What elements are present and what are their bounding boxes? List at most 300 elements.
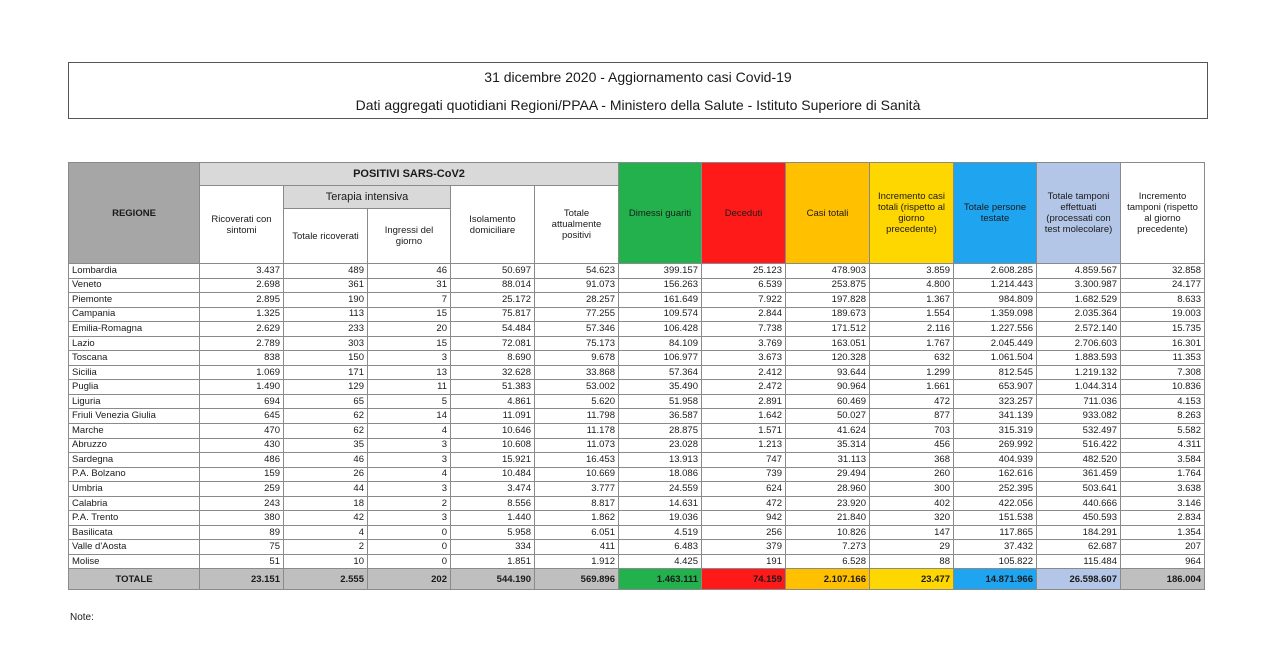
value-cell: 440.666 [1037, 496, 1121, 511]
value-cell: 478.903 [786, 264, 870, 279]
table-row [69, 540, 1205, 555]
table-row [69, 511, 1205, 526]
value-cell: 53.002 [535, 380, 619, 395]
value-cell: 1.325 [200, 307, 284, 322]
value-cell: 1.661 [870, 380, 954, 395]
value-cell: 11.091 [451, 409, 535, 424]
value-cell: 3 [368, 511, 451, 526]
region-name-cell: Basilicata [69, 525, 200, 540]
table-row [69, 409, 1205, 424]
value-cell: 7.273 [786, 540, 870, 555]
value-cell: 171.512 [786, 322, 870, 337]
value-cell: 2 [368, 496, 451, 511]
header-isolamento: Isolamento domiciliare [451, 186, 535, 264]
value-cell: 88 [870, 554, 954, 569]
value-cell: 984.809 [954, 293, 1037, 308]
value-cell: 422.056 [954, 496, 1037, 511]
value-cell: 5.582 [1121, 424, 1205, 439]
value-cell: 645 [200, 409, 284, 424]
value-cell: 8.263 [1121, 409, 1205, 424]
value-cell: 1.767 [870, 336, 954, 351]
value-cell: 11.798 [535, 409, 619, 424]
value-cell: 361 [284, 278, 368, 293]
value-cell: 1.764 [1121, 467, 1205, 482]
value-cell: 93.644 [786, 365, 870, 380]
total-value-cell: 26.598.607 [1037, 569, 1121, 590]
value-cell: 189.673 [786, 307, 870, 322]
table-row [69, 394, 1205, 409]
value-cell: 18 [284, 496, 368, 511]
value-cell: 44 [284, 482, 368, 497]
value-cell: 341.139 [954, 409, 1037, 424]
region-name-cell: Abruzzo [69, 438, 200, 453]
value-cell: 19.036 [619, 511, 702, 526]
value-cell: 5 [368, 394, 451, 409]
value-cell: 4.311 [1121, 438, 1205, 453]
header-regione: REGIONE [69, 163, 200, 264]
value-cell: 18.086 [619, 467, 702, 482]
value-cell: 23.028 [619, 438, 702, 453]
value-cell: 33.868 [535, 365, 619, 380]
value-cell: 129 [284, 380, 368, 395]
value-cell: 259 [200, 482, 284, 497]
value-cell: 315.319 [954, 424, 1037, 439]
total-value-cell: 14.871.966 [954, 569, 1037, 590]
value-cell: 482.520 [1037, 453, 1121, 468]
region-name-cell: Friuli Venezia Giulia [69, 409, 200, 424]
value-cell: 10.608 [451, 438, 535, 453]
value-cell: 711.036 [1037, 394, 1121, 409]
value-cell: 3.584 [1121, 453, 1205, 468]
value-cell: 10 [284, 554, 368, 569]
value-cell: 10.826 [786, 525, 870, 540]
value-cell: 964 [1121, 554, 1205, 569]
value-cell: 1.571 [702, 424, 786, 439]
value-cell: 51 [200, 554, 284, 569]
value-cell: 51.958 [619, 394, 702, 409]
value-cell: 3.859 [870, 264, 954, 279]
region-name-cell: Piemonte [69, 293, 200, 308]
value-cell: 28.257 [535, 293, 619, 308]
value-cell: 2.572.140 [1037, 322, 1121, 337]
page-subtitle: Dati aggregati quotidiani Regioni/PPAA - Ministero della Salute - Istituto Superiore di Sanità [355, 97, 921, 113]
value-cell: 150 [284, 351, 368, 366]
value-cell: 207 [1121, 540, 1205, 555]
value-cell: 260 [870, 467, 954, 482]
totals-label: TOTALE [69, 569, 200, 590]
value-cell: 380 [200, 511, 284, 526]
value-cell: 5.620 [535, 394, 619, 409]
region-name-cell: Sardegna [69, 453, 200, 468]
value-cell: 2.035.364 [1037, 307, 1121, 322]
value-cell: 29 [870, 540, 954, 555]
value-cell: 75.817 [451, 307, 535, 322]
header-ingressi: Ingressi del giorno [368, 209, 451, 264]
value-cell: 747 [702, 453, 786, 468]
value-cell: 19.003 [1121, 307, 1205, 322]
value-cell: 1.862 [535, 511, 619, 526]
value-cell: 4.859.567 [1037, 264, 1121, 279]
value-cell: 1.851 [451, 554, 535, 569]
value-cell: 62 [284, 409, 368, 424]
header-persone-testate: Totale persone testate [954, 163, 1037, 264]
value-cell: 109.574 [619, 307, 702, 322]
value-cell: 3 [368, 351, 451, 366]
table-row [69, 307, 1205, 322]
header-totale-positivi: Totale attualmente positivi [535, 186, 619, 264]
value-cell: 6.528 [786, 554, 870, 569]
total-value-cell: 74.159 [702, 569, 786, 590]
value-cell: 2.412 [702, 365, 786, 380]
header-terapia-intensiva: Terapia intensiva [284, 186, 451, 209]
value-cell: 4.425 [619, 554, 702, 569]
value-cell: 90.964 [786, 380, 870, 395]
table-row [69, 496, 1205, 511]
table-row [69, 438, 1205, 453]
value-cell: 7.922 [702, 293, 786, 308]
value-cell: 1.554 [870, 307, 954, 322]
header-tamponi: Totale tamponi effettuati (processati con test molecolare) [1037, 163, 1121, 264]
value-cell: 399.157 [619, 264, 702, 279]
value-cell: 20 [368, 322, 451, 337]
header-incremento-tamponi: Incremento tamponi (rispetto al giorno precedente) [1121, 163, 1205, 264]
value-cell: 8.633 [1121, 293, 1205, 308]
value-cell: 11.178 [535, 424, 619, 439]
value-cell: 368 [870, 453, 954, 468]
value-cell: 1.299 [870, 365, 954, 380]
value-cell: 942 [702, 511, 786, 526]
value-cell: 115.484 [1037, 554, 1121, 569]
value-cell: 3.300.987 [1037, 278, 1121, 293]
value-cell: 2.706.603 [1037, 336, 1121, 351]
value-cell: 15 [368, 307, 451, 322]
value-cell: 35.314 [786, 438, 870, 453]
value-cell: 379 [702, 540, 786, 555]
value-cell: 256 [702, 525, 786, 540]
value-cell: 2.891 [702, 394, 786, 409]
header-incremento-casi: Incremento casi totali (rispetto al giorno precedente) [870, 163, 954, 264]
value-cell: 156.263 [619, 278, 702, 293]
value-cell: 46 [284, 453, 368, 468]
value-cell: 57.346 [535, 322, 619, 337]
total-value-cell: 2.555 [284, 569, 368, 590]
value-cell: 361.459 [1037, 467, 1121, 482]
value-cell: 6.051 [535, 525, 619, 540]
value-cell: 6.483 [619, 540, 702, 555]
value-cell: 3 [368, 482, 451, 497]
value-cell: 7.738 [702, 322, 786, 337]
value-cell: 10.646 [451, 424, 535, 439]
value-cell: 32.628 [451, 365, 535, 380]
value-cell: 16.453 [535, 453, 619, 468]
value-cell: 50.027 [786, 409, 870, 424]
value-cell: 472 [702, 496, 786, 511]
value-cell: 2.608.285 [954, 264, 1037, 279]
header-dimessi: Dimessi guariti [619, 163, 702, 264]
value-cell: 105.822 [954, 554, 1037, 569]
value-cell: 161.649 [619, 293, 702, 308]
value-cell: 113 [284, 307, 368, 322]
value-cell: 4 [284, 525, 368, 540]
value-cell: 54.484 [451, 322, 535, 337]
value-cell: 4 [368, 424, 451, 439]
value-cell: 15 [368, 336, 451, 351]
value-cell: 1.214.443 [954, 278, 1037, 293]
value-cell: 31 [368, 278, 451, 293]
value-cell: 2.698 [200, 278, 284, 293]
value-cell: 36.587 [619, 409, 702, 424]
value-cell: 1.367 [870, 293, 954, 308]
region-name-cell: Lazio [69, 336, 200, 351]
region-name-cell: Lombardia [69, 264, 200, 279]
region-name-cell: Puglia [69, 380, 200, 395]
value-cell: 13.913 [619, 453, 702, 468]
value-cell: 2 [284, 540, 368, 555]
value-cell: 11 [368, 380, 451, 395]
value-cell: 470 [200, 424, 284, 439]
value-cell: 171 [284, 365, 368, 380]
value-cell: 632 [870, 351, 954, 366]
value-cell: 624 [702, 482, 786, 497]
value-cell: 4.519 [619, 525, 702, 540]
region-name-cell: Marche [69, 424, 200, 439]
value-cell: 838 [200, 351, 284, 366]
value-cell: 5.958 [451, 525, 535, 540]
value-cell: 812.545 [954, 365, 1037, 380]
region-name-cell: Valle d'Aosta [69, 540, 200, 555]
value-cell: 197.828 [786, 293, 870, 308]
value-cell: 1.912 [535, 554, 619, 569]
value-cell: 117.865 [954, 525, 1037, 540]
value-cell: 3.777 [535, 482, 619, 497]
value-cell: 532.497 [1037, 424, 1121, 439]
total-value-cell: 186.004 [1121, 569, 1205, 590]
total-value-cell: 569.896 [535, 569, 619, 590]
value-cell: 334 [451, 540, 535, 555]
value-cell: 694 [200, 394, 284, 409]
region-name-cell: P.A. Trento [69, 511, 200, 526]
value-cell: 1.642 [702, 409, 786, 424]
total-value-cell: 1.463.111 [619, 569, 702, 590]
value-cell: 9.678 [535, 351, 619, 366]
value-cell: 3.769 [702, 336, 786, 351]
value-cell: 41.624 [786, 424, 870, 439]
region-name-cell: Molise [69, 554, 200, 569]
region-name-cell: Veneto [69, 278, 200, 293]
value-cell: 62.687 [1037, 540, 1121, 555]
value-cell: 4.861 [451, 394, 535, 409]
region-name-cell: Campania [69, 307, 200, 322]
totals-row [69, 569, 1205, 590]
total-value-cell: 202 [368, 569, 451, 590]
value-cell: 184.291 [1037, 525, 1121, 540]
value-cell: 1.219.132 [1037, 365, 1121, 380]
region-name-cell: Liguria [69, 394, 200, 409]
header-positivi: POSITIVI SARS-CoV2 [200, 163, 619, 186]
value-cell: 75 [200, 540, 284, 555]
region-name-cell: Umbria [69, 482, 200, 497]
region-name-cell: Calabria [69, 496, 200, 511]
value-cell: 24.559 [619, 482, 702, 497]
value-cell: 106.428 [619, 322, 702, 337]
value-cell: 23.920 [786, 496, 870, 511]
value-cell: 51.383 [451, 380, 535, 395]
value-cell: 7.308 [1121, 365, 1205, 380]
value-cell: 24.177 [1121, 278, 1205, 293]
value-cell: 4.153 [1121, 394, 1205, 409]
value-cell: 14 [368, 409, 451, 424]
header-casi-totali: Casi totali [786, 163, 870, 264]
value-cell: 2.045.449 [954, 336, 1037, 351]
value-cell: 62 [284, 424, 368, 439]
value-cell: 3.638 [1121, 482, 1205, 497]
region-name-cell: Toscana [69, 351, 200, 366]
value-cell: 89 [200, 525, 284, 540]
value-cell: 163.051 [786, 336, 870, 351]
value-cell: 25.172 [451, 293, 535, 308]
value-cell: 4 [368, 467, 451, 482]
value-cell: 10.484 [451, 467, 535, 482]
value-cell: 1.354 [1121, 525, 1205, 540]
value-cell: 0 [368, 554, 451, 569]
value-cell: 1.227.556 [954, 322, 1037, 337]
value-cell: 269.992 [954, 438, 1037, 453]
value-cell: 877 [870, 409, 954, 424]
value-cell: 3.474 [451, 482, 535, 497]
table-row [69, 554, 1205, 569]
value-cell: 13 [368, 365, 451, 380]
value-cell: 42 [284, 511, 368, 526]
value-cell: 57.364 [619, 365, 702, 380]
value-cell: 300 [870, 482, 954, 497]
table-row [69, 482, 1205, 497]
value-cell: 10.669 [535, 467, 619, 482]
header-totale-ricoverati: Totale ricoverati [284, 209, 368, 264]
value-cell: 233 [284, 322, 368, 337]
value-cell: 54.623 [535, 264, 619, 279]
table-row [69, 351, 1205, 366]
value-cell: 15.921 [451, 453, 535, 468]
value-cell: 28.875 [619, 424, 702, 439]
value-cell: 31.113 [786, 453, 870, 468]
value-cell: 516.422 [1037, 438, 1121, 453]
table-row [69, 424, 1205, 439]
value-cell: 404.939 [954, 453, 1037, 468]
value-cell: 933.082 [1037, 409, 1121, 424]
table-row [69, 322, 1205, 337]
value-cell: 35.490 [619, 380, 702, 395]
value-cell: 2.116 [870, 322, 954, 337]
value-cell: 32.858 [1121, 264, 1205, 279]
value-cell: 15.735 [1121, 322, 1205, 337]
region-name-cell: Sicilia [69, 365, 200, 380]
table-row [69, 293, 1205, 308]
value-cell: 3.673 [702, 351, 786, 366]
page-title: 31 dicembre 2020 - Aggiornamento casi Covid-19 [484, 69, 792, 85]
value-cell: 456 [870, 438, 954, 453]
value-cell: 11.353 [1121, 351, 1205, 366]
value-cell: 10.836 [1121, 380, 1205, 395]
value-cell: 8.556 [451, 496, 535, 511]
value-cell: 2.895 [200, 293, 284, 308]
value-cell: 503.641 [1037, 482, 1121, 497]
header-ricoverati: Ricoverati con sintomi [200, 186, 284, 264]
value-cell: 323.257 [954, 394, 1037, 409]
value-cell: 91.073 [535, 278, 619, 293]
value-cell: 472 [870, 394, 954, 409]
value-cell: 253.875 [786, 278, 870, 293]
value-cell: 72.081 [451, 336, 535, 351]
value-cell: 1.044.314 [1037, 380, 1121, 395]
value-cell: 26 [284, 467, 368, 482]
value-cell: 75.173 [535, 336, 619, 351]
region-name-cell: Emilia-Romagna [69, 322, 200, 337]
footer-note: Note: [70, 612, 94, 623]
value-cell: 1.213 [702, 438, 786, 453]
value-cell: 3.146 [1121, 496, 1205, 511]
value-cell: 1.682.529 [1037, 293, 1121, 308]
value-cell: 2.629 [200, 322, 284, 337]
value-cell: 1.440 [451, 511, 535, 526]
value-cell: 46 [368, 264, 451, 279]
table-row [69, 365, 1205, 380]
value-cell: 7 [368, 293, 451, 308]
value-cell: 252.395 [954, 482, 1037, 497]
value-cell: 243 [200, 496, 284, 511]
value-cell: 320 [870, 511, 954, 526]
title-box [68, 62, 1208, 119]
covid-data-table [68, 162, 1205, 590]
value-cell: 4.800 [870, 278, 954, 293]
total-value-cell: 23.477 [870, 569, 954, 590]
value-cell: 411 [535, 540, 619, 555]
value-cell: 1.061.504 [954, 351, 1037, 366]
value-cell: 162.616 [954, 467, 1037, 482]
table-row [69, 336, 1205, 351]
table-row [69, 264, 1205, 279]
value-cell: 120.328 [786, 351, 870, 366]
value-cell: 151.538 [954, 511, 1037, 526]
value-cell: 2.834 [1121, 511, 1205, 526]
value-cell: 147 [870, 525, 954, 540]
value-cell: 3.437 [200, 264, 284, 279]
value-cell: 303 [284, 336, 368, 351]
value-cell: 50.697 [451, 264, 535, 279]
value-cell: 3 [368, 453, 451, 468]
value-cell: 25.123 [702, 264, 786, 279]
value-cell: 28.960 [786, 482, 870, 497]
value-cell: 159 [200, 467, 284, 482]
value-cell: 8.690 [451, 351, 535, 366]
value-cell: 450.593 [1037, 511, 1121, 526]
value-cell: 11.073 [535, 438, 619, 453]
value-cell: 191 [702, 554, 786, 569]
value-cell: 1.490 [200, 380, 284, 395]
value-cell: 29.494 [786, 467, 870, 482]
value-cell: 37.432 [954, 540, 1037, 555]
value-cell: 739 [702, 467, 786, 482]
value-cell: 0 [368, 540, 451, 555]
value-cell: 2.472 [702, 380, 786, 395]
value-cell: 6.539 [702, 278, 786, 293]
value-cell: 653.907 [954, 380, 1037, 395]
value-cell: 8.817 [535, 496, 619, 511]
value-cell: 60.469 [786, 394, 870, 409]
value-cell: 84.109 [619, 336, 702, 351]
value-cell: 489 [284, 264, 368, 279]
value-cell: 2.789 [200, 336, 284, 351]
value-cell: 402 [870, 496, 954, 511]
